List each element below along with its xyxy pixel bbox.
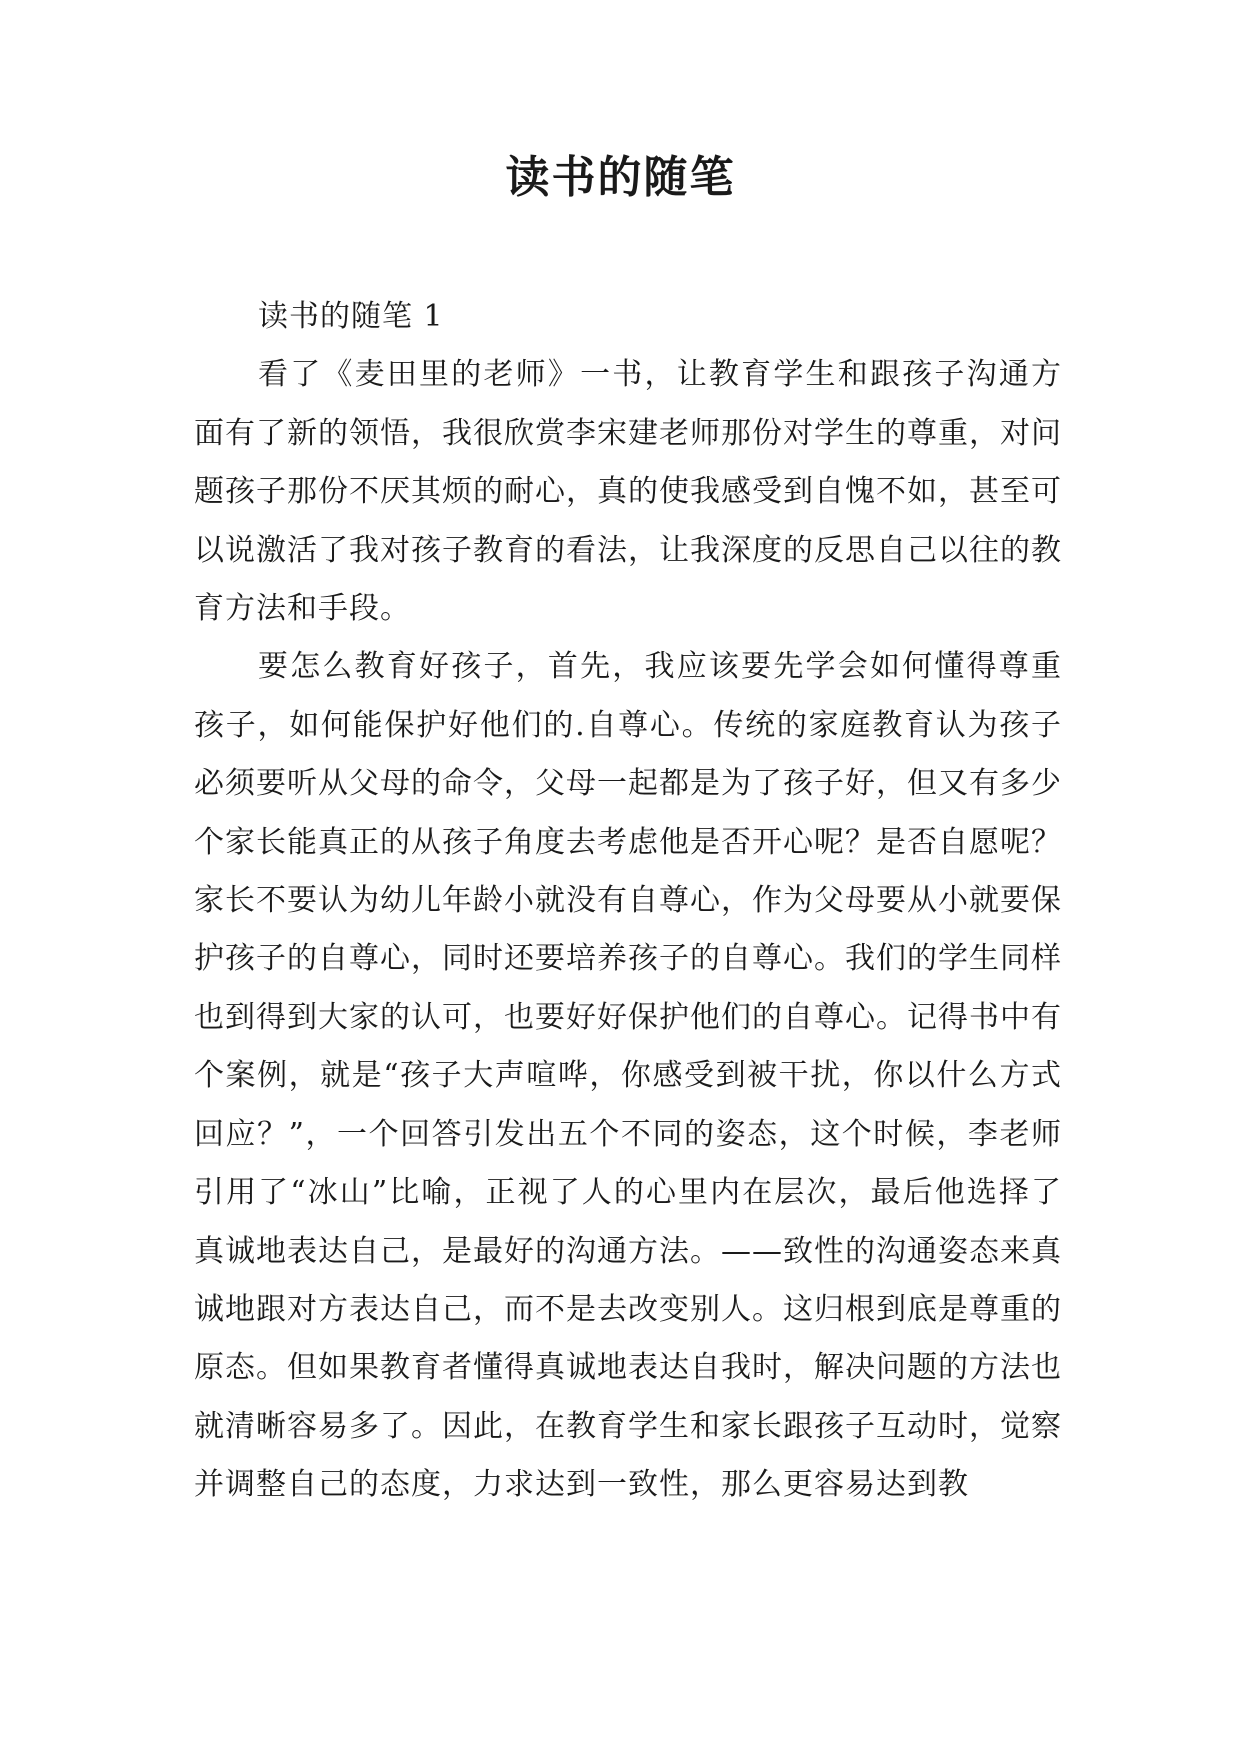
- paragraph-2: 要怎么教育好孩子，首先，我应该要先学会如何懂得尊重孩子，如何能保护好他们的.自尊心。传统的家庭教育认为孩子必须要听从父母的命令，父母一起都是为了孩子好，但又有多少个家长能真正的从孩子角度去考虑他是否开心呢？是否自愿呢？家长不要认为幼儿年龄小就没有自尊心，作为父母要从小就要保护孩子的自尊心，同时还要培养孩子的自尊心。我们的学生同样也到得到大家的认可，也要好好保护他们的自尊心。记得书中有个案例，就是“孩子大声喧哗，你感受到被干扰，你以什么方式回应？”，一个回答引发出五个不同的姿态，这个时候，李老师引用了“冰山”比喻，正视了人的心里内在层次，最后他选择了真诚地表达自己，是最好的沟通方法。——致性的沟通姿态来真诚地跟对方表达自己，而不是去改变别人。这归根到底是尊重的原态。但如果教育者懂得真诚地表达自我时，解决问题的方法也就清晰容易多了。因此，在教育学生和家长跟孩子互动时，觉察并调整自己的态度，力求达到一致性，那么更容易达到教: [194, 649, 1062, 1503]
- document-body: [194, 288, 1062, 1515]
- document-title: 读书的随笔: [505, 152, 736, 203]
- section-heading: 读书的随笔 1: [258, 299, 444, 334]
- paragraph-1: 看了《麦田里的老师》一书，让教育学生和跟孩子沟通方面有了新的领悟，我很欣赏李宋建老师那份对学生的尊重，对问题孩子那份不厌其烦的耐心，真的使我感受到自愧不如，甚至可以说激活了我对孩子教育的看法，让我深度的反思自己以往的教育方法和手段。: [194, 357, 1062, 627]
